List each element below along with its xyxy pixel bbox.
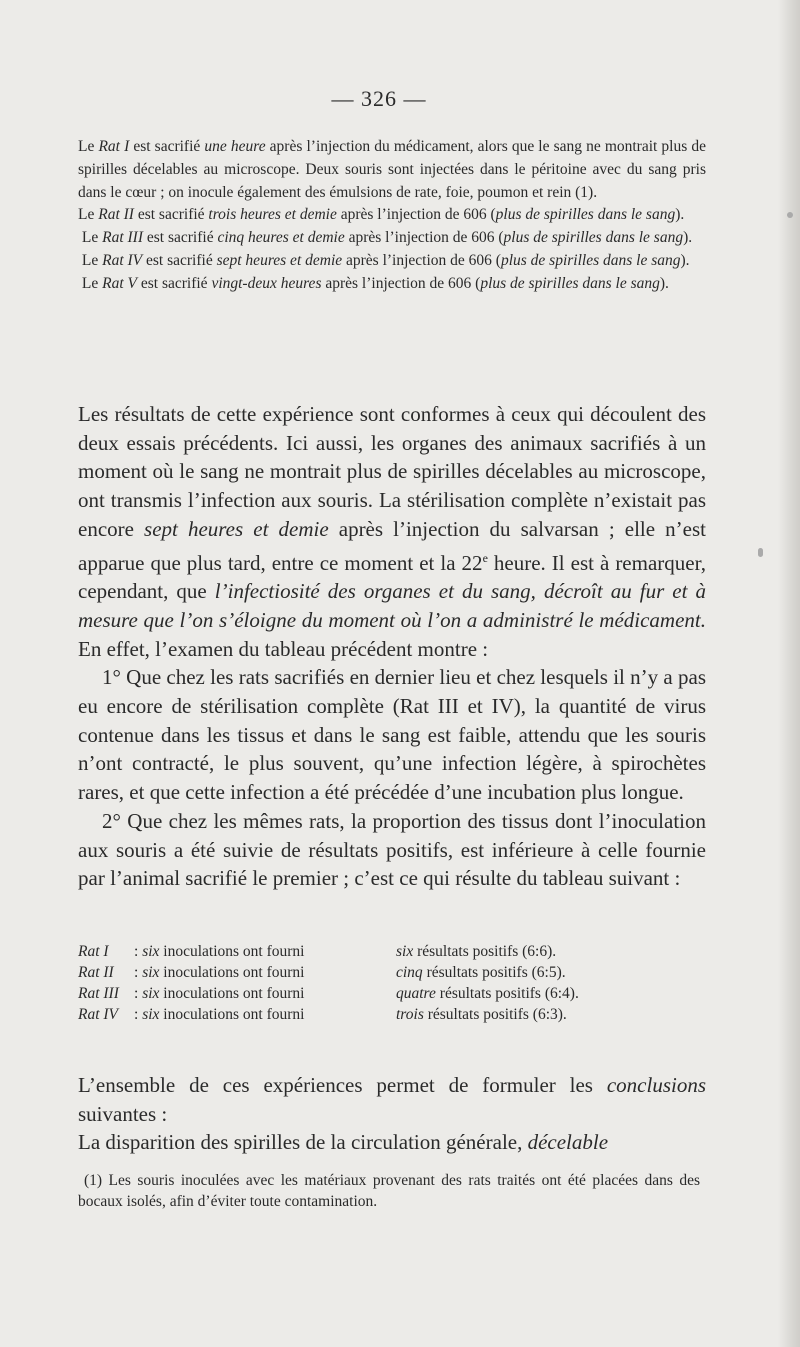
page-edge-shadow [778,0,800,1347]
intro-small-paragraphs [78,136,706,296]
stray-ink-mark [758,548,763,557]
inoculation-cell: : six inoculations ont fourni [134,1006,305,1023]
rat-label: Rat I [78,943,109,960]
main-body-text [78,400,706,893]
conclusion-paragraph-1: L’ensemble de ces expériences permet de formuler les conclusions suivantes : [78,1073,706,1126]
intro-paragraph-rat-5: Le Rat V est sacrifié vingt-deux heures après l’injection de 606 (plus de spirilles dans le sang). [81,274,669,292]
result-cell: six résultats positifs (6:6). [396,943,557,960]
rat-label: Rat II [78,964,114,981]
inoculation-cell: : six inoculations ont fourni [134,985,305,1002]
results-table [78,941,698,1025]
rat-label: Rat IV [78,1006,119,1023]
table-row [78,983,698,1004]
stray-ink-dot [787,212,793,218]
result-cell: cinq résultats positifs (6:5). [396,964,566,981]
table-row [78,962,698,983]
intro-paragraph-rat-2: Le Rat II est sacrifié trois heures et demie après l’injection de 606 (plus de spirilles dans le sang). [78,206,685,224]
footnote-text: (1) Les souris inoculées avec les matériaux provenant des rats traités ont été placées dans des bocaux isolés, afin d’éviter toute contamination. [78,1172,700,1210]
table-row [78,941,698,962]
footnote [78,1170,700,1212]
intro-paragraph-rat-4: Le Rat IV est sacrifié sept heures et demie après l’injection de 606 (plus de spirilles dans le sang). [81,251,690,269]
body-paragraph-point-1: 1° Que chez les rats sacrifiés en dernier lieu et chez lesquels il n’y a pas eu encore de stérilisation complète (Rat III et IV), la quantité de virus contenue dans les tissus et dans le sang est faible, attendu que les souris n’ont contracté, le plus souvent, qu’une infection légère, à spirochètes rares, et que cette infection a été précédée d’une incubation plus longue. [78,665,706,805]
intro-paragraph-rat-3: Le Rat III est sacrifié cinq heures et demie après l’injection de 606 (plus de spirilles dans le sang). [81,229,693,247]
body-paragraph-results: Les résultats de cette expérience sont conformes à ceux qui découlent des deux essais précédents. Ici aussi, les organes des animaux sacrifiés à un moment où le sang ne montrait plus de spirilles décelables au microscope, ont transmis l’infection aux souris. La stérilisation complète n’existait pas encore sept heures et demie après l’injection du salvarsan ; elle n’est apparue que plus tard, entre ce moment et la 22e heure. Il est à remarquer, cependant, que l’infectiosité des organes et du sang, décroît au fur et à mesure que l’on s’éloigne du moment où l’on a administré le médicament. En effet, l’examen du tableau précédent montre : [78,402,707,661]
intro-paragraph-rat-1: Le Rat I est sacrifié une heure après l’injection du médicament, alors que le sang ne montrait plus de spirilles décelables au microscope. Deux souris sont injectées dans le péritoine avec du sang pris dans le cœur ; on inocule également des émulsions de rate, foie, poumon et rein (1). [78,138,707,201]
page-number: — 326 — [331,86,427,111]
conclusion-paragraph-2: La disparition des spirilles de la circulation générale, décelable [78,1130,609,1155]
table-row [78,1004,698,1025]
inoculation-cell: : six inoculations ont fourni [134,964,305,981]
inoculation-cell: : six inoculations ont fourni [134,943,305,960]
conclusion-text [78,1071,706,1157]
rat-label: Rat III [78,985,119,1002]
result-cell: trois résultats positifs (6:3). [396,1006,567,1023]
result-cell: quatre résultats positifs (6:4). [396,985,579,1002]
body-paragraph-point-2: 2° Que chez les mêmes rats, la proportion des tissus dont l’inoculation aux souris a été suivie de résultats positifs, est inférieure à celle fournie par l’animal sacrifié le premier ; c’est ce qui résulte du tableau suivant : [78,808,706,891]
